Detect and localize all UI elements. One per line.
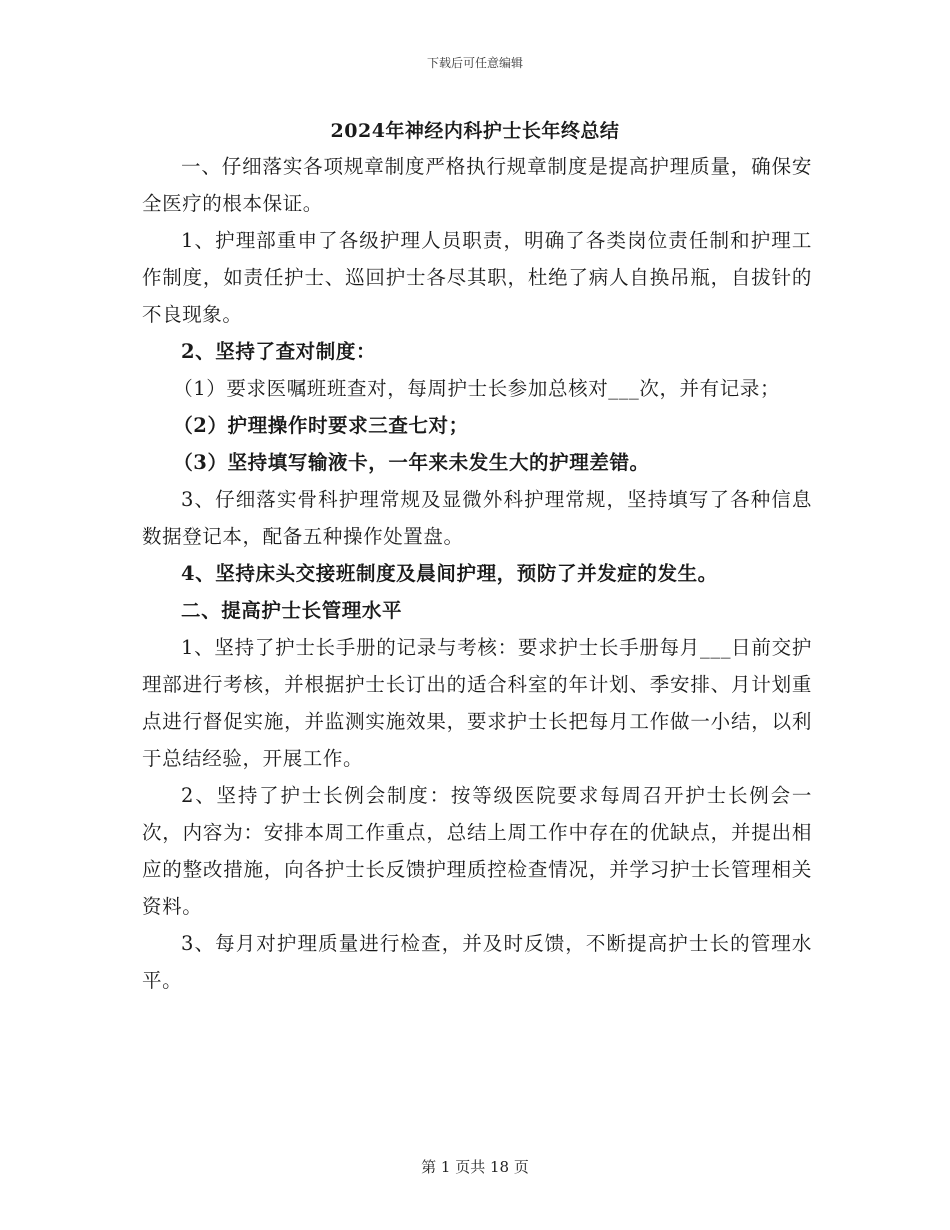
section-heading: 二、提高护士长管理水平 (181, 599, 403, 622)
paragraph: 2、坚持了护士长例会制度：按等级医院要求每周召开护士长例会一次，内容为：安排本周工作重点，总结上周工作中存在的优缺点，并提出相应的整改措施，向各护士长反馈护理质控检查情况，并学习护士长管理相关资料。 (142, 784, 812, 918)
paragraph: 1、护理部重申了各级护理人员职责，明确了各类岗位责任制和护理工作制度，如责任护士、巡回护士各尽其职，杜绝了病人自换吊瓶，自拔针的不良现象。 (142, 229, 812, 326)
paragraph: （3）坚持填写输液卡，一年来未发生大的护理差错。 (173, 451, 650, 474)
paragraph: 3、仔细落实骨科护理常规及显微外科护理常规，坚持填写了各种信息数据登记本，配备五种操作处置盘。 (142, 488, 812, 548)
paragraph: 3、每月对护理质量进行检查，并及时反馈，不断提高护士长的管理水平。 (142, 932, 812, 992)
page-number: 第 1 页共 18 页 (421, 1158, 529, 1176)
paragraph: 一、仔细落实各项规章制度严格执行规章制度是提高护理质量，确保安全医疗的根本保证。 (142, 155, 812, 215)
paragraph: 1、坚持了护士长手册的记录与考核：要求护士长手册每月___日前交护理部进行考核，并根据护士长订出的适合科室的年计划、季安排、月计划重点进行督促实施，并监测实施效果，要求护士长把每月工作做一小结，以利于总结经验，开展工作。 (142, 636, 812, 770)
paragraph: （1）要求医嘱班班查对，每周护士长参加总核对___次，并有记录； (173, 377, 781, 400)
paragraph: 2、坚持了查对制度： (181, 340, 377, 363)
document-body (142, 148, 812, 999)
paragraph: 4、坚持床头交接班制度及晨间护理，预防了并发症的发生。 (181, 562, 718, 585)
document-title: 2024年神经内科护士长年终总结 (330, 120, 620, 142)
header-note: 下载后可任意编辑 (426, 56, 523, 70)
paragraph: （2）护理操作时要求三查七对； (173, 414, 469, 437)
